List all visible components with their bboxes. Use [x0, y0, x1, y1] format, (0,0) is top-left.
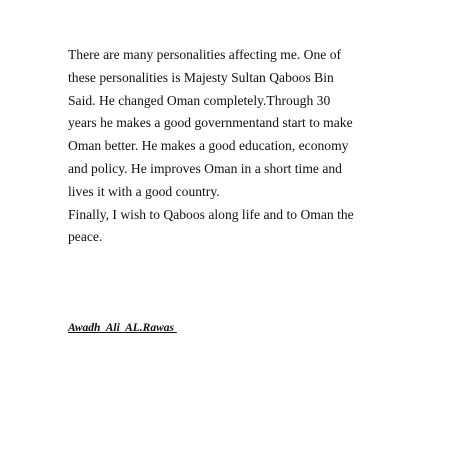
essay-line-5: Oman better. He makes a good education, economy — [68, 138, 349, 154]
essay-line-3: Said. He changed Oman completely.Through 30 — [68, 92, 331, 108]
essay-line-2: these personalities is Majesty Sultan Qaboos Bin — [68, 69, 334, 85]
essay-line-4: years he makes a good governmentand start to make — [68, 115, 353, 131]
essay-line-6: and policy. He improves Oman in a short time and — [68, 160, 342, 176]
essay-line-1: There are many personalities affecting me. One of — [68, 47, 342, 62]
essay-body — [68, 44, 398, 249]
author-signature: Awadh Ali AL.Rawas — [68, 322, 177, 334]
essay-line-9: peace. — [68, 229, 103, 245]
essay-line-8: Finally, I wish to Qaboos along life and to Oman the — [68, 206, 354, 222]
essay-line-7: lives it with a good country. — [68, 183, 220, 199]
